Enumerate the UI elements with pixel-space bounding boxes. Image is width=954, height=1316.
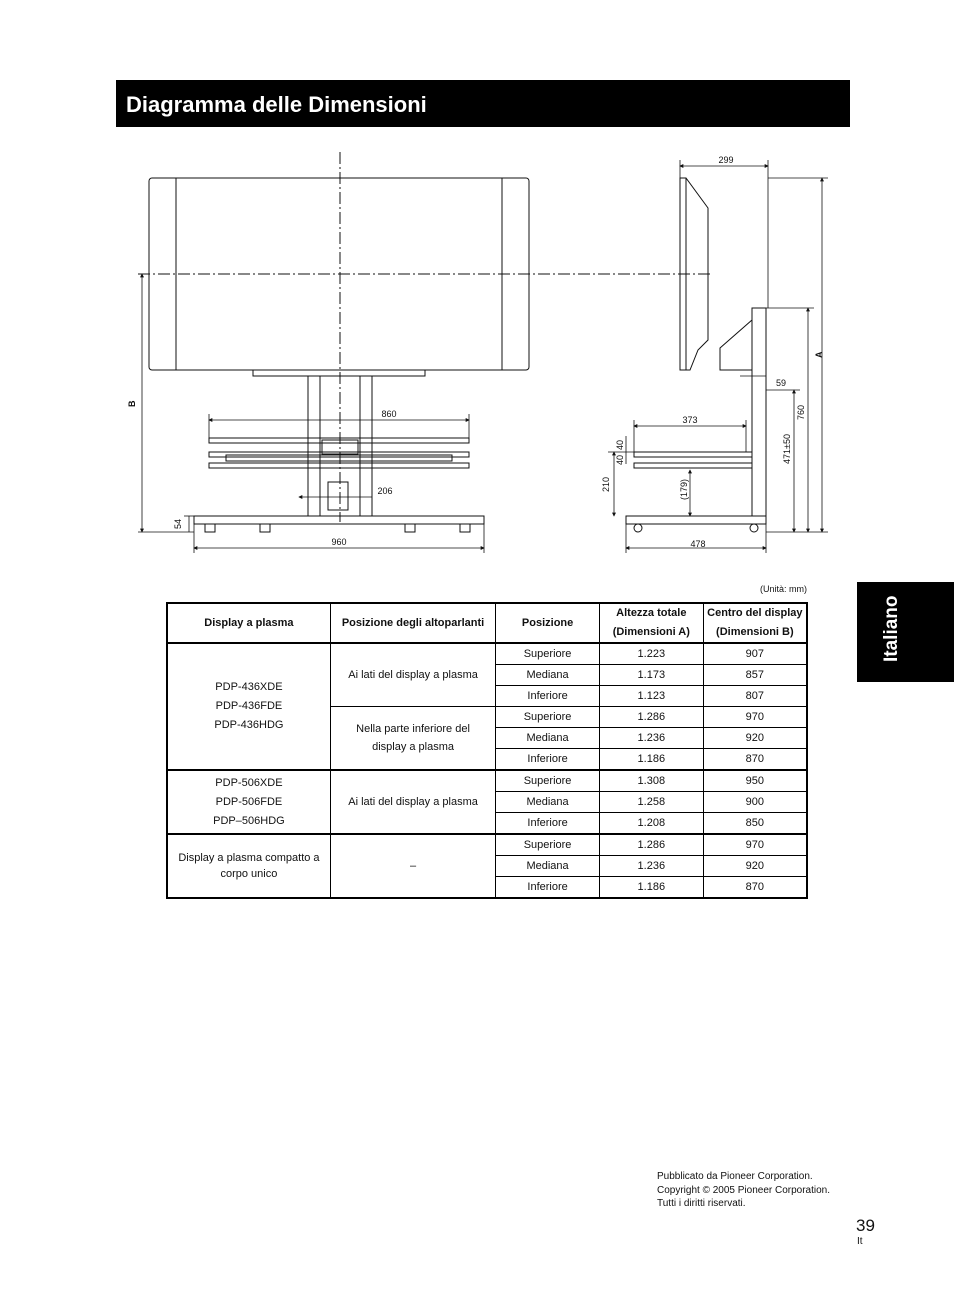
- model-name: Display a plasma compatto a corpo unico: [178, 852, 320, 880]
- cell-position: Inferiore: [496, 813, 600, 835]
- front-dimension-lines: [138, 274, 484, 553]
- side-dimension-lines: [608, 160, 828, 553]
- model-name: PDP-436HDG: [214, 719, 284, 731]
- publisher-footer: [657, 1170, 830, 1211]
- dim-label-760: 760: [796, 404, 806, 420]
- cell-position: Inferiore: [496, 686, 600, 707]
- dimension-diagram: [0, 0, 954, 580]
- cell-display-center: 870: [703, 749, 807, 771]
- side-view-drawing: [626, 178, 766, 532]
- col-header-center-line1: Centro del display: [707, 607, 803, 619]
- cell-display-model: [167, 643, 330, 770]
- cell-position: Mediana: [496, 856, 600, 877]
- dim-label-960: 960: [331, 537, 347, 547]
- dim-label-206: 206: [377, 486, 393, 496]
- page-title: Diagramma delle Dimensioni: [116, 80, 850, 127]
- cell-display-center: 970: [703, 707, 807, 728]
- cell-speaker-position: Ai lati del display a plasma: [330, 643, 495, 707]
- cell-speaker-position: Ai lati del display a plasma: [330, 770, 495, 834]
- cell-total-height: 1.223: [599, 643, 703, 665]
- cell-speaker-position: Nella parte inferiore del display a plasma: [330, 707, 495, 771]
- cell-display-center: 907: [703, 643, 807, 665]
- dimension-table: [166, 602, 808, 899]
- col-header-position: Posizione: [496, 603, 600, 643]
- cell-position: Mediana: [496, 792, 600, 813]
- table-row: [167, 643, 807, 665]
- cell-total-height: 1.186: [599, 749, 703, 771]
- col-header-center-line2: (Dimensioni B): [716, 626, 794, 638]
- cell-total-height: 1.258: [599, 792, 703, 813]
- cell-display-center: 807: [703, 686, 807, 707]
- cell-position: Superiore: [496, 643, 600, 665]
- col-header-height-line1: Altezza totale: [616, 607, 687, 619]
- col-header-center: [703, 603, 807, 643]
- dim-label-a: A: [814, 351, 824, 358]
- cell-total-height: 1.123: [599, 686, 703, 707]
- footer-line-2: Copyright © 2005 Pioneer Corporation.: [657, 1184, 831, 1196]
- cell-total-height: 1.286: [599, 707, 703, 728]
- cell-display-center: 900: [703, 792, 807, 813]
- model-name: PDP-506XDE: [215, 776, 283, 789]
- language-tab-label: Italiano: [881, 595, 902, 662]
- dim-label-40-upper: 40: [615, 439, 625, 450]
- dim-label-179: (179): [679, 478, 689, 500]
- cell-display-model: [167, 834, 330, 898]
- cell-display-center: 850: [703, 813, 807, 835]
- model-name: PDP–506HDG: [213, 814, 285, 827]
- dim-label-40-lower: 40: [615, 454, 625, 465]
- dim-label-860: 860: [381, 409, 397, 419]
- cell-display-center: 970: [703, 834, 807, 856]
- cell-total-height: 1.236: [599, 856, 703, 877]
- cell-display-center: 857: [703, 665, 807, 686]
- language-tab: [857, 582, 954, 682]
- col-header-display: Display a plasma: [167, 603, 330, 643]
- dim-label-299: 299: [718, 155, 734, 165]
- dim-label-373: 373: [682, 415, 698, 425]
- dim-label-54: 54: [173, 518, 183, 529]
- cell-position: Superiore: [496, 834, 600, 856]
- cell-total-height: 1.236: [599, 728, 703, 749]
- page-language-code: It: [857, 1236, 863, 1247]
- model-name: PDP-436FDE: [215, 700, 283, 712]
- dim-label-471: 471±50: [782, 434, 792, 464]
- col-header-height-line2: (Dimensioni A): [612, 626, 690, 638]
- model-name: PDP-436XDE: [215, 681, 283, 693]
- footer-line-1: Pubblicato da Pioneer Corporation.: [657, 1171, 813, 1182]
- dim-label-b: B: [127, 400, 137, 407]
- cell-speaker-position: –: [330, 834, 495, 898]
- cell-total-height: 1.173: [599, 665, 703, 686]
- dim-label-478: 478: [690, 539, 706, 549]
- cell-position: Inferiore: [496, 877, 600, 899]
- cell-display-center: 870: [703, 877, 807, 899]
- dim-label-59: 59: [776, 378, 787, 388]
- cell-total-height: 1.186: [599, 877, 703, 899]
- cell-display-center: 920: [703, 856, 807, 877]
- cell-display-center: 920: [703, 728, 807, 749]
- cell-position: Superiore: [496, 770, 600, 792]
- page-number: 39: [856, 1216, 875, 1235]
- col-header-height: [599, 603, 703, 643]
- front-view-drawing: [138, 152, 712, 532]
- model-name: PDP-506FDE: [215, 795, 283, 808]
- cell-display-center: 950: [703, 770, 807, 792]
- table-row: [167, 834, 807, 856]
- cell-total-height: 1.208: [599, 813, 703, 835]
- cell-total-height: 1.308: [599, 770, 703, 792]
- cell-display-model: [167, 770, 330, 834]
- dim-label-210: 210: [601, 476, 611, 492]
- footer-line-3: Tutti i diritti riservati.: [657, 1198, 746, 1209]
- cell-position: Inferiore: [496, 749, 600, 771]
- cell-position: Mediana: [496, 728, 600, 749]
- cell-position: Mediana: [496, 665, 600, 686]
- unit-label: (Unità: mm): [760, 584, 807, 594]
- table-header-row: [167, 603, 807, 643]
- cell-total-height: 1.286: [599, 834, 703, 856]
- table-row: [167, 770, 807, 792]
- col-header-speaker: Posizione degli altoparlanti: [330, 603, 495, 643]
- cell-position: Superiore: [496, 707, 600, 728]
